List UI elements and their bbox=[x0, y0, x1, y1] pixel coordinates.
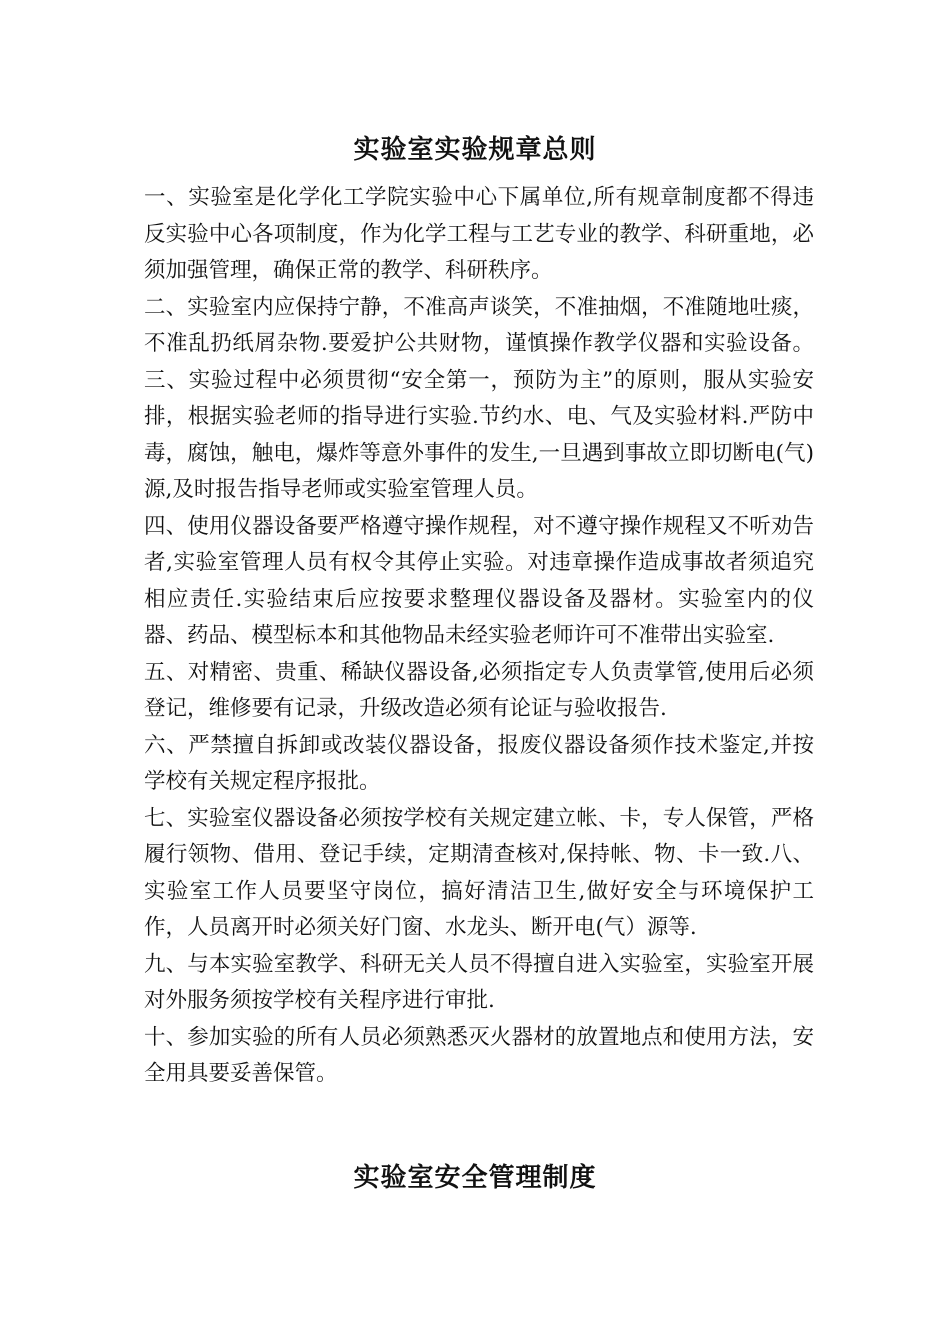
document-title: 实验室实验规章总则 bbox=[353, 135, 597, 165]
paragraph-6: 七、实验室仪器设备必须按学校有关规定建立帐、卡，专人保管，严格履行领物、借用、登记手续，定期清查核对,保持帐、物、卡一致.八、实验室工作人员要坚守岗位，搞好清洁卫生,做好安全与环境保护工作，人员离开时必须关好门窗、水龙头、断开电(气）源等. bbox=[144, 805, 814, 940]
paragraph-3: 四、使用仪器设备要严格遵守操作规程，对不遵守操作规程又不听劝告者,实验室管理人员有权令其停止实验。对违章操作造成事故者须追究相应责任.实验结束后应按要求整理仪器设备及器材。实验室内的仪器、药品、模型标本和其他物品未经实验老师许可不准带出实验室. bbox=[144, 513, 814, 648]
paragraph-1: 一、实验室是化学化工学院实验中心下属单位,所有规章制度都不得违反实验中心各项制度，作为化学工程与工艺专业的教学、科研重地，必须加强管理，确保正常的教学、科研秩序。 bbox=[144, 185, 814, 283]
paragraph-7: 九、与本实验室教学、科研无关人员不得擅自进入实验室，实验室开展对外服务须按学校有关程序进行审批. bbox=[144, 951, 814, 1013]
paragraph-5: 六、严禁擅自拆卸或改装仪器设备，报废仪器设备须作技术鉴定,并按学校有关规定程序报批。 bbox=[144, 732, 814, 794]
paragraph-2: 二、实验室内应保持宁静，不准高声谈笑，不准抽烟，不准随地吐痰，不准乱扔纸屑杂物.要爱护公共财物，谨慎操作教学仪器和实验设备。三、实验过程中必须贯彻“安全第一，预防为主”的原则，服从实验安排，根据实验老师的指导进行实验.节约水、电、气及实验材料.严防中毒，腐蚀，触电，爆炸等意外事件的发生,一旦遇到事故立即切断电(气)源,及时报告指导老师或实验室管理人员。 bbox=[144, 294, 814, 502]
document-body bbox=[144, 180, 814, 1093]
paragraph-4: 五、对精密、贵重、稀缺仪器设备,必须指定专人负责掌管,使用后必须登记，维修要有记录，升级改造必须有论证与验收报告. bbox=[144, 659, 814, 721]
section-title: 实验室安全管理制度 bbox=[353, 1163, 597, 1193]
paragraph-8: 十、参加实验的所有人员必须熟悉灭火器材的放置地点和使用方法，安全用具要妥善保管。 bbox=[144, 1024, 814, 1086]
